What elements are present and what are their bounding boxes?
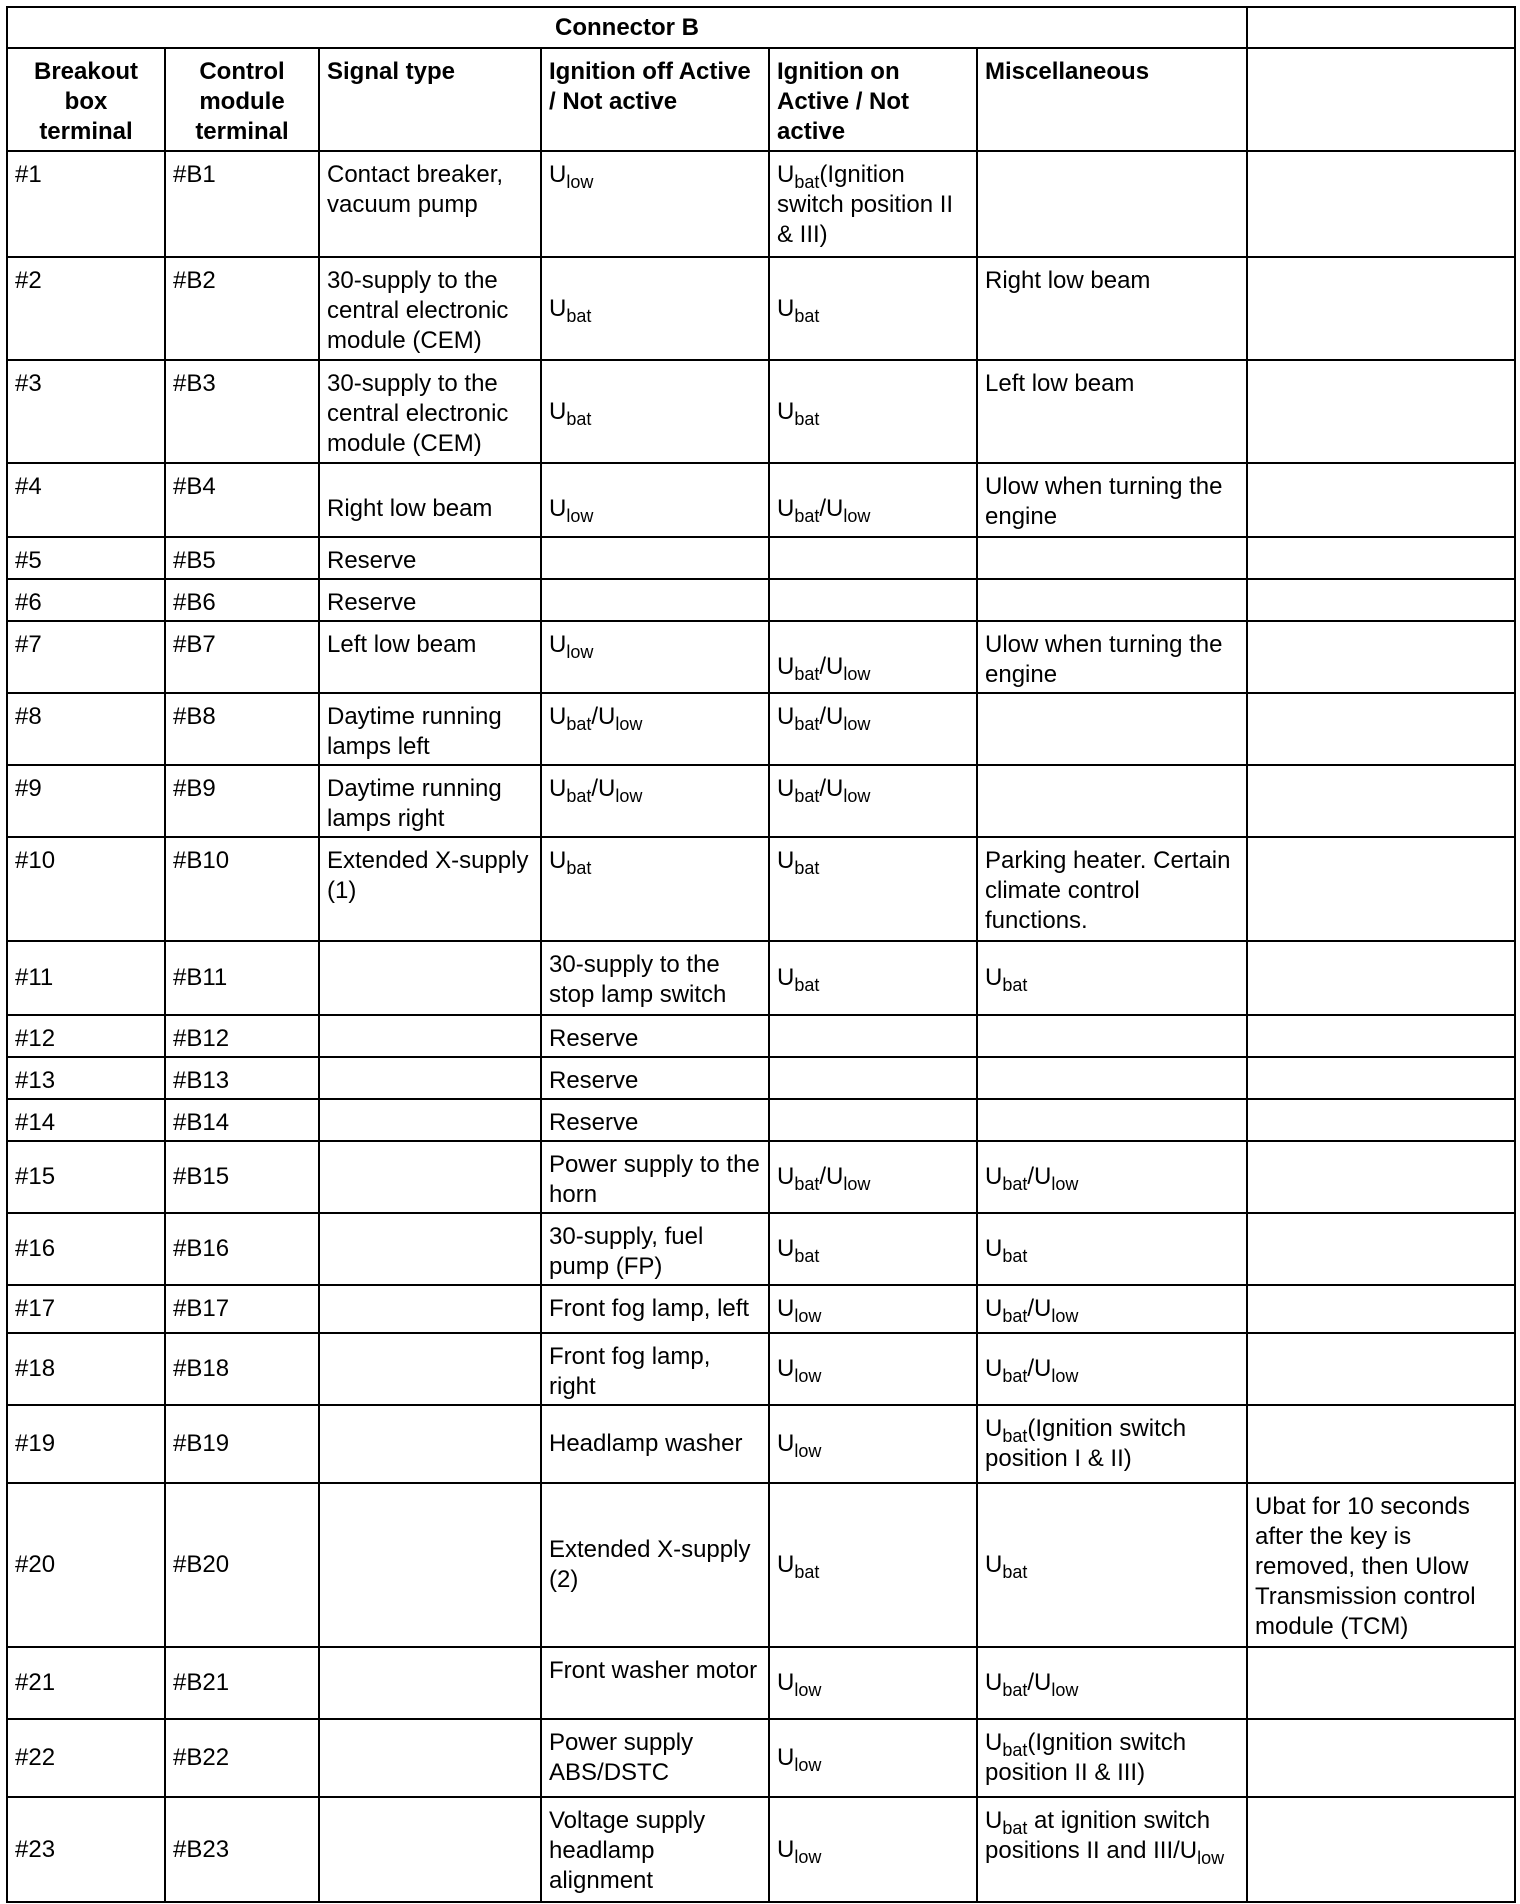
ignition-on-cell <box>769 579 977 621</box>
subscript-text: bat <box>794 786 820 806</box>
miscellaneous-cell <box>977 1057 1247 1099</box>
ignition-on-cell <box>769 1647 977 1719</box>
subscript-text: low <box>1051 1366 1079 1386</box>
title-row <box>7 7 1515 48</box>
cell-text: /U <box>591 703 616 730</box>
cell-text: U <box>777 1669 795 1696</box>
signal-type-cell: Reserve <box>319 537 541 579</box>
ignition-on-cell <box>769 1483 977 1647</box>
table-row <box>7 837 1515 941</box>
miscellaneous-cell: Left low beam <box>977 360 1247 463</box>
control-module-terminal-cell: #B5 <box>165 537 319 579</box>
cell-text: U <box>985 1729 1003 1756</box>
subscript-text: low <box>1051 1680 1079 1700</box>
miscellaneous-cell <box>977 1647 1247 1719</box>
table-row <box>7 1405 1515 1483</box>
ignition-on-cell <box>769 765 977 837</box>
subscript-text: bat <box>566 409 592 429</box>
subscript-text: bat <box>1002 1680 1028 1700</box>
cell-text: U <box>777 653 795 680</box>
breakout-box-terminal-cell: #9 <box>7 765 165 837</box>
cell-text: /U <box>819 495 844 522</box>
ignition-off-cell <box>541 463 769 537</box>
table-row <box>7 579 1515 621</box>
subscript-text: bat <box>1002 975 1028 995</box>
ignition-on-cell <box>769 257 977 360</box>
table-row <box>7 693 1515 765</box>
extra-cell: Ubat for 10 seconds after the key is removed, then Ulow Transmission control module (TCM) <box>1247 1483 1515 1647</box>
table-row <box>7 1213 1515 1285</box>
cell-text: U <box>777 1430 795 1457</box>
cell-text: U <box>777 964 795 991</box>
breakout-box-terminal-cell: #7 <box>7 621 165 693</box>
table-row <box>7 1285 1515 1333</box>
control-module-terminal-cell: #B16 <box>165 1213 319 1285</box>
control-module-terminal-cell: #B13 <box>165 1057 319 1099</box>
subscript-text: low <box>566 642 594 662</box>
subscript-text: low <box>1051 1306 1079 1326</box>
ignition-on-cell <box>769 537 977 579</box>
subscript-text: bat <box>1002 1306 1028 1326</box>
ignition-on-cell <box>769 1333 977 1405</box>
miscellaneous-cell <box>977 693 1247 765</box>
breakout-box-terminal-cell: #22 <box>7 1719 165 1797</box>
breakout-box-terminal-cell: #1 <box>7 151 165 257</box>
cell-text: /U <box>1027 1669 1052 1696</box>
cell-text: U <box>777 1163 795 1190</box>
ignition-on-cell <box>769 1057 977 1099</box>
ignition-off-cell <box>541 765 769 837</box>
signal-type-cell <box>319 1797 541 1902</box>
subscript-text: low <box>794 1366 822 1386</box>
breakout-box-terminal-cell: #23 <box>7 1797 165 1902</box>
cell-text: /U <box>591 775 616 802</box>
subscript-text: low <box>566 172 594 192</box>
extra-cell <box>1247 621 1515 693</box>
control-module-terminal-cell: #B18 <box>165 1333 319 1405</box>
miscellaneous-cell: Parking heater. Certain climate control functions. <box>977 837 1247 941</box>
subscript-text: bat <box>566 306 592 326</box>
ignition-on-cell <box>769 837 977 941</box>
miscellaneous-cell <box>977 1483 1247 1647</box>
ignition-off-cell: Reserve <box>541 1015 769 1057</box>
subscript-text: low <box>843 664 871 684</box>
cell-text: U <box>777 1835 795 1863</box>
control-module-terminal-cell: #B9 <box>165 765 319 837</box>
cell-text: U <box>985 1355 1003 1382</box>
ignition-on-cell <box>769 1797 977 1902</box>
cell-text: U <box>549 161 567 188</box>
signal-type-cell <box>319 1285 541 1333</box>
table-row <box>7 1719 1515 1797</box>
control-module-terminal-cell: #B20 <box>165 1483 319 1647</box>
ignition-on-cell <box>769 621 977 693</box>
ignition-on-cell <box>769 463 977 537</box>
ignition-off-cell <box>541 693 769 765</box>
signal-type-cell: Contact breaker, vacuum pump <box>319 151 541 257</box>
extra-cell <box>1247 1057 1515 1099</box>
cell-text: /U <box>819 653 844 680</box>
cell-text: U <box>777 161 795 188</box>
subscript-text: bat <box>566 858 592 878</box>
ignition-off-cell <box>541 537 769 579</box>
control-module-terminal-cell: #B3 <box>165 360 319 463</box>
header-extra <box>1247 48 1515 151</box>
breakout-box-terminal-cell: #21 <box>7 1647 165 1719</box>
extra-cell <box>1247 151 1515 257</box>
cell-text: (Ignition switch position II & III) <box>985 1729 1187 1786</box>
header-ignition-off: Ignition off Active / Not active <box>541 48 769 151</box>
signal-type-cell <box>319 1719 541 1797</box>
cell-text: /U <box>1027 1295 1052 1322</box>
signal-type-cell <box>319 941 541 1015</box>
subscript-text: bat <box>794 1246 820 1266</box>
ignition-on-cell <box>769 1015 977 1057</box>
ignition-on-cell <box>769 151 977 257</box>
table-row <box>7 1015 1515 1057</box>
cell-text: U <box>985 1415 1003 1442</box>
ignition-off-cell: Power supply ABS/DSTC <box>541 1719 769 1797</box>
subscript-text: bat <box>566 786 592 806</box>
miscellaneous-cell: Right low beam <box>977 257 1247 360</box>
extra-cell <box>1247 257 1515 360</box>
extra-cell <box>1247 537 1515 579</box>
control-module-terminal-cell: #B2 <box>165 257 319 360</box>
ignition-off-cell: 30-supply to the stop lamp switch <box>541 941 769 1015</box>
subscript-text: bat <box>566 714 592 734</box>
breakout-box-terminal-cell: #18 <box>7 1333 165 1405</box>
control-module-terminal-cell: #B4 <box>165 463 319 537</box>
extra-cell <box>1247 1333 1515 1405</box>
cell-text: U <box>777 398 795 425</box>
cell-text: U <box>549 703 567 730</box>
ignition-off-cell: Front fog lamp, left <box>541 1285 769 1333</box>
breakout-box-terminal-cell: #5 <box>7 537 165 579</box>
cell-text: (Ignition switch position I & II) <box>985 1415 1187 1472</box>
control-module-terminal-cell: #B14 <box>165 1099 319 1141</box>
breakout-box-terminal-cell: #15 <box>7 1141 165 1213</box>
cell-text: U <box>985 1669 1003 1696</box>
miscellaneous-cell <box>977 537 1247 579</box>
signal-type-cell: Right low beam <box>319 463 541 537</box>
miscellaneous-cell <box>977 579 1247 621</box>
breakout-box-terminal-cell: #11 <box>7 941 165 1015</box>
table-title: Connector B <box>7 7 1247 48</box>
extra-cell <box>1247 765 1515 837</box>
subscript-text: low <box>794 1846 822 1867</box>
cell-text: /U <box>819 703 844 730</box>
ignition-on-cell <box>769 1213 977 1285</box>
subscript-text: low <box>843 786 871 806</box>
cell-text: U <box>549 495 567 522</box>
breakout-box-terminal-cell: #10 <box>7 837 165 941</box>
cell-text: U <box>549 775 567 802</box>
cell-text: U <box>777 775 795 802</box>
control-module-terminal-cell: #B10 <box>165 837 319 941</box>
ignition-on-cell <box>769 360 977 463</box>
breakout-box-terminal-cell: #12 <box>7 1015 165 1057</box>
subscript-text: low <box>794 1306 822 1326</box>
miscellaneous-cell <box>977 151 1247 257</box>
table-row <box>7 765 1515 837</box>
subscript-text: bat <box>1002 1818 1028 1838</box>
header-row <box>7 48 1515 151</box>
breakout-box-terminal-cell: #14 <box>7 1099 165 1141</box>
cell-text: (Ignition switch position II & III) <box>777 161 954 248</box>
miscellaneous-cell <box>977 1285 1247 1333</box>
signal-type-cell: Daytime running lamps left <box>319 693 541 765</box>
table-row <box>7 1099 1515 1141</box>
table-row <box>7 463 1515 537</box>
cell-text: /U <box>1027 1355 1052 1382</box>
cell-text: /U <box>819 1163 844 1190</box>
subscript-text: bat <box>794 975 820 995</box>
table-row <box>7 1141 1515 1213</box>
subscript-text: low <box>615 786 643 806</box>
breakout-box-terminal-cell: #17 <box>7 1285 165 1333</box>
subscript-text: bat <box>1002 1246 1028 1266</box>
ignition-on-cell <box>769 693 977 765</box>
cell-text: U <box>985 1295 1003 1322</box>
ignition-off-cell <box>541 579 769 621</box>
ignition-off-cell: Front washer motor <box>541 1647 769 1719</box>
ignition-off-cell <box>541 360 769 463</box>
extra-cell <box>1247 1015 1515 1057</box>
subscript-text: bat <box>794 409 820 429</box>
ignition-off-cell <box>541 151 769 257</box>
breakout-box-terminal-cell: #13 <box>7 1057 165 1099</box>
breakout-box-terminal-cell: #8 <box>7 693 165 765</box>
miscellaneous-cell <box>977 1015 1247 1057</box>
signal-type-cell <box>319 1647 541 1719</box>
signal-type-cell: Left low beam <box>319 621 541 693</box>
signal-type-cell <box>319 1057 541 1099</box>
table-row <box>7 1333 1515 1405</box>
cell-text: U <box>777 847 795 874</box>
ignition-off-cell: Power supply to the horn <box>541 1141 769 1213</box>
signal-type-cell: Daytime running lamps right <box>319 765 541 837</box>
table-body <box>7 7 1515 1902</box>
cell-text: at ignition switch positions II and III/U <box>985 1807 1211 1864</box>
extra-cell <box>1247 941 1515 1015</box>
ignition-off-cell <box>541 837 769 941</box>
cell-text: U <box>777 1235 795 1262</box>
breakout-box-terminal-cell: #3 <box>7 360 165 463</box>
breakout-box-terminal-cell: #16 <box>7 1213 165 1285</box>
ignition-off-cell: Headlamp washer <box>541 1405 769 1483</box>
subscript-text: low <box>843 714 871 734</box>
signal-type-cell <box>319 1015 541 1057</box>
table-row <box>7 1647 1515 1719</box>
control-module-terminal-cell: #B7 <box>165 621 319 693</box>
cell-text: U <box>777 1551 795 1578</box>
subscript-text: bat <box>794 172 820 192</box>
miscellaneous-cell <box>977 1797 1247 1902</box>
subscript-text: bat <box>1002 1174 1028 1194</box>
extra-cell <box>1247 1647 1515 1719</box>
signal-type-cell: Reserve <box>319 579 541 621</box>
breakout-box-terminal-cell: #20 <box>7 1483 165 1647</box>
cell-text: /U <box>819 775 844 802</box>
cell-text: /U <box>1027 1163 1052 1190</box>
subscript-text: low <box>843 506 871 526</box>
subscript-text: bat <box>1002 1426 1028 1446</box>
cell-text: U <box>549 295 567 322</box>
breakout-box-terminal-cell: #19 <box>7 1405 165 1483</box>
control-module-terminal-cell: #B22 <box>165 1719 319 1797</box>
table-row <box>7 151 1515 257</box>
cell-text: U <box>985 1551 1003 1578</box>
breakout-box-terminal-cell: #4 <box>7 463 165 537</box>
control-module-terminal-cell: #B17 <box>165 1285 319 1333</box>
signal-type-cell: 30-supply to the central electronic module (CEM) <box>319 360 541 463</box>
miscellaneous-cell <box>977 941 1247 1015</box>
subscript-text: bat <box>1002 1740 1028 1760</box>
miscellaneous-cell: Ulow when turning the engine <box>977 621 1247 693</box>
subscript-text: bat <box>794 664 820 684</box>
extra-cell <box>1247 1405 1515 1483</box>
extra-cell <box>1247 579 1515 621</box>
signal-type-cell: Extended X-supply (1) <box>319 837 541 941</box>
signal-type-cell: 30-supply to the central electronic module (CEM) <box>319 257 541 360</box>
ignition-on-cell <box>769 1719 977 1797</box>
cell-text: U <box>549 847 567 874</box>
ignition-off-cell: Reserve <box>541 1057 769 1099</box>
cell-text: U <box>777 1295 795 1322</box>
subscript-text: low <box>615 714 643 734</box>
subscript-text: low <box>794 1755 822 1775</box>
ignition-on-cell <box>769 1099 977 1141</box>
title-extra-cell <box>1247 7 1515 48</box>
extra-cell <box>1247 693 1515 765</box>
ignition-off-cell: Front fog lamp, right <box>541 1333 769 1405</box>
table-row <box>7 1483 1515 1647</box>
control-module-terminal-cell: #B6 <box>165 579 319 621</box>
miscellaneous-cell: Ulow when turning the engine <box>977 463 1247 537</box>
signal-type-cell <box>319 1333 541 1405</box>
signal-type-cell <box>319 1405 541 1483</box>
extra-cell <box>1247 1099 1515 1141</box>
subscript-text: bat <box>1002 1562 1028 1582</box>
subscript-text: bat <box>794 714 820 734</box>
ignition-off-cell: 30-supply, fuel pump (FP) <box>541 1213 769 1285</box>
signal-type-cell <box>319 1483 541 1647</box>
connector-b-table <box>6 6 1516 1903</box>
table-row <box>7 257 1515 360</box>
miscellaneous-cell <box>977 765 1247 837</box>
subscript-text: bat <box>794 858 820 878</box>
ignition-on-cell <box>769 1141 977 1213</box>
subscript-text: low <box>1197 1848 1225 1868</box>
cell-text: U <box>777 495 795 522</box>
control-module-terminal-cell: #B19 <box>165 1405 319 1483</box>
ignition-off-cell <box>541 621 769 693</box>
header-breakout-box-terminal: Breakout box terminal <box>7 48 165 151</box>
table-row <box>7 360 1515 463</box>
extra-cell <box>1247 1141 1515 1213</box>
cell-text: U <box>985 964 1003 991</box>
cell-text: U <box>549 398 567 425</box>
subscript-text: low <box>566 506 594 526</box>
subscript-text: bat <box>794 306 820 326</box>
extra-cell <box>1247 837 1515 941</box>
ignition-off-cell: Extended X-supply (2) <box>541 1483 769 1647</box>
subscript-text: low <box>1051 1174 1079 1194</box>
control-module-terminal-cell: #B1 <box>165 151 319 257</box>
ignition-off-cell: Voltage supply headlamp alignment <box>541 1797 769 1902</box>
miscellaneous-cell <box>977 1405 1247 1483</box>
cell-text: U <box>985 1807 1003 1834</box>
header-ignition-on: Ignition on Active / Not active <box>769 48 977 151</box>
extra-cell <box>1247 463 1515 537</box>
control-module-terminal-cell: #B12 <box>165 1015 319 1057</box>
table-row <box>7 621 1515 693</box>
subscript-text: low <box>794 1680 822 1700</box>
control-module-terminal-cell: #B11 <box>165 941 319 1015</box>
breakout-box-terminal-cell: #6 <box>7 579 165 621</box>
cell-text: U <box>985 1235 1003 1262</box>
miscellaneous-cell <box>977 1099 1247 1141</box>
subscript-text: bat <box>794 506 820 526</box>
signal-type-cell <box>319 1099 541 1141</box>
cell-text: U <box>777 1355 795 1382</box>
header-control-module-terminal: Control module terminal <box>165 48 319 151</box>
miscellaneous-cell <box>977 1213 1247 1285</box>
cell-text: U <box>777 295 795 322</box>
subscript-text: bat <box>794 1174 820 1194</box>
breakout-box-terminal-cell: #2 <box>7 257 165 360</box>
table-row <box>7 1057 1515 1099</box>
extra-cell <box>1247 1719 1515 1797</box>
ignition-off-cell <box>541 257 769 360</box>
miscellaneous-cell <box>977 1333 1247 1405</box>
ignition-on-cell <box>769 941 977 1015</box>
cell-text: U <box>985 1163 1003 1190</box>
extra-cell <box>1247 1213 1515 1285</box>
cell-text: U <box>777 1744 795 1771</box>
control-module-terminal-cell: #B23 <box>165 1797 319 1902</box>
subscript-text: low <box>794 1441 822 1461</box>
signal-type-cell <box>319 1213 541 1285</box>
table-row <box>7 1797 1515 1902</box>
ignition-off-cell: Reserve <box>541 1099 769 1141</box>
header-signal-type: Signal type <box>319 48 541 151</box>
extra-cell <box>1247 1285 1515 1333</box>
control-module-terminal-cell: #B21 <box>165 1647 319 1719</box>
subscript-text: low <box>843 1174 871 1194</box>
extra-cell <box>1247 360 1515 463</box>
subscript-text: bat <box>794 1562 820 1582</box>
cell-text: U <box>549 631 567 658</box>
ignition-on-cell <box>769 1405 977 1483</box>
control-module-terminal-cell: #B15 <box>165 1141 319 1213</box>
subscript-text: bat <box>1002 1366 1028 1386</box>
header-miscellaneous: Miscellaneous <box>977 48 1247 151</box>
cell-text: U <box>777 703 795 730</box>
signal-type-cell <box>319 1141 541 1213</box>
miscellaneous-cell <box>977 1719 1247 1797</box>
ignition-on-cell <box>769 1285 977 1333</box>
extra-cell <box>1247 1797 1515 1902</box>
table-row <box>7 941 1515 1015</box>
table-row <box>7 537 1515 579</box>
miscellaneous-cell <box>977 1141 1247 1213</box>
control-module-terminal-cell: #B8 <box>165 693 319 765</box>
